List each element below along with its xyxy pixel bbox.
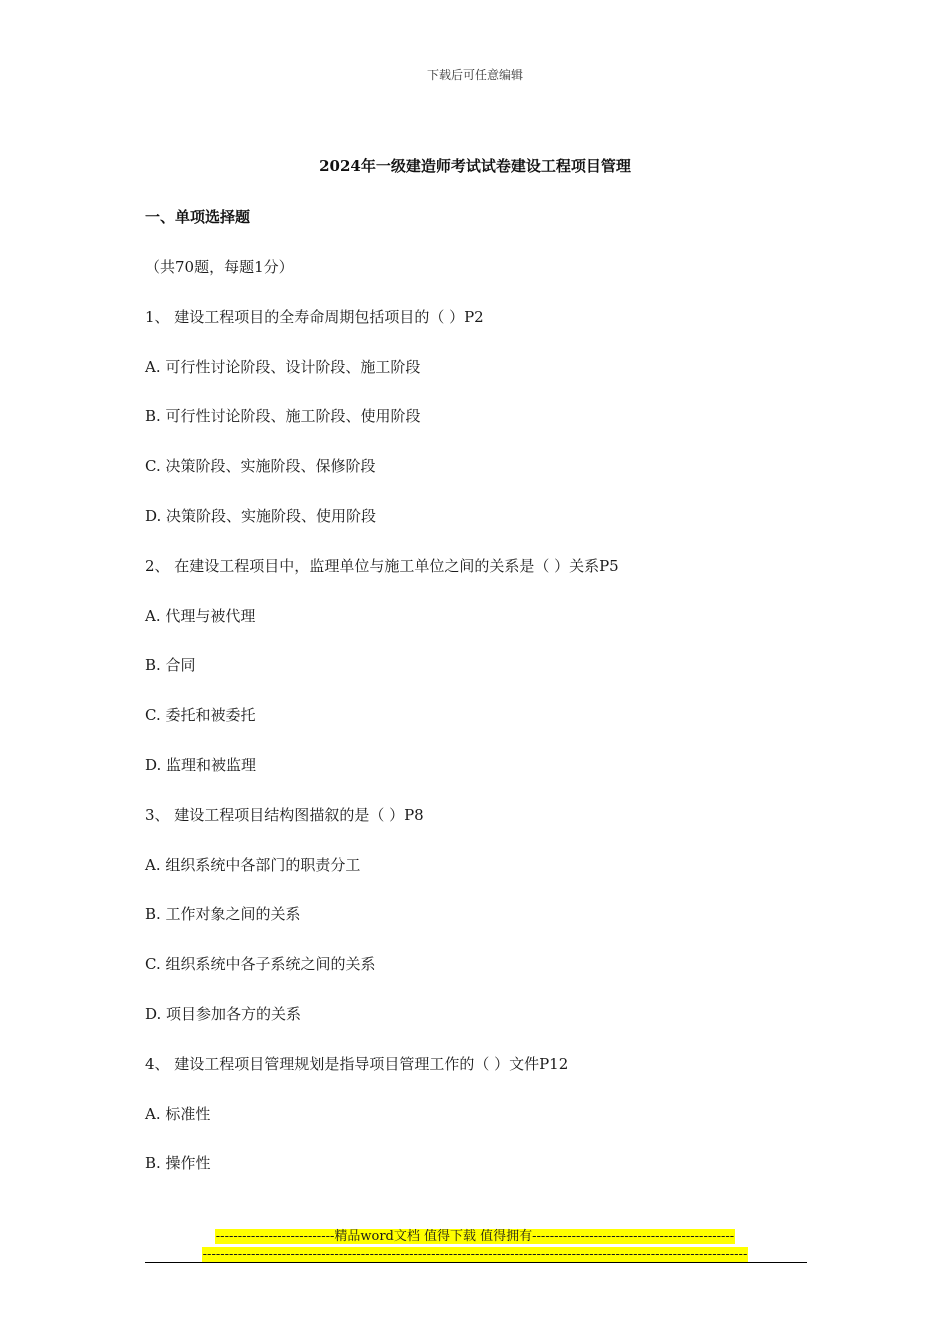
question-1-option-b: B. 可行性讨论阶段、施工阶段、使用阶段 xyxy=(145,407,421,426)
question-list xyxy=(145,256,805,1202)
header-note: 下载后可任意编辑 xyxy=(426,68,523,82)
question-3-option-d: D. 项目参加各方的关系 xyxy=(145,1004,302,1023)
question-1-option-d: D. 决策阶段、实施阶段、使用阶段 xyxy=(145,506,377,525)
question-1-option-c: C. 决策阶段、实施阶段、保修阶段 xyxy=(145,457,376,476)
footer-banner xyxy=(0,1228,950,1264)
question-4-option-b: B. 操作性 xyxy=(145,1154,211,1173)
question-2: 2、 在建设工程项目中，监理单位与施工单位之间的关系是（ ）关系P5 xyxy=(145,556,619,575)
question-4: 4、 建设工程项目管理规划是指导项目管理工作的（ ）文件P12 xyxy=(145,1054,569,1073)
question-1: 1、 建设工程项目的全寿命周期包括项目的（ ）P2 xyxy=(145,307,484,326)
question-2-option-a: A. 代理与被代理 xyxy=(145,606,256,625)
question-3: 3、 建设工程项目结构图描叙的是（ ）P8 xyxy=(145,805,424,824)
question-3-option-a: A. 组织系统中各部门的职责分工 xyxy=(145,855,361,874)
question-4-option-a: A. 标准性 xyxy=(145,1104,211,1123)
section-heading: 一、单项选择题 xyxy=(145,208,251,226)
question-2-option-d: D. 监理和被监理 xyxy=(145,755,257,774)
footer-banner-line-1: ---------------------------精品word文档 值得下载 值得拥有---------------------------------------------- xyxy=(215,1229,735,1244)
question-3-option-b: B. 工作对象之间的关系 xyxy=(145,905,301,924)
footer-banner-line-2: ---------------------------------------------------------------------------------------------------------------------------- xyxy=(202,1247,748,1262)
footer-divider xyxy=(145,1262,807,1263)
question-2-option-c: C. 委托和被委托 xyxy=(145,706,256,725)
question-3-option-c: C. 组织系统中各子系统之间的关系 xyxy=(145,955,376,974)
question-2-option-b: B. 合同 xyxy=(145,656,196,675)
document-title: 2024年一级建造师考试试卷建设工程项目管理 xyxy=(319,157,631,175)
question-1-option-a: A. 可行性讨论阶段、设计阶段、施工阶段 xyxy=(145,357,421,376)
question-note: （共70题，每题1分） xyxy=(145,258,294,276)
